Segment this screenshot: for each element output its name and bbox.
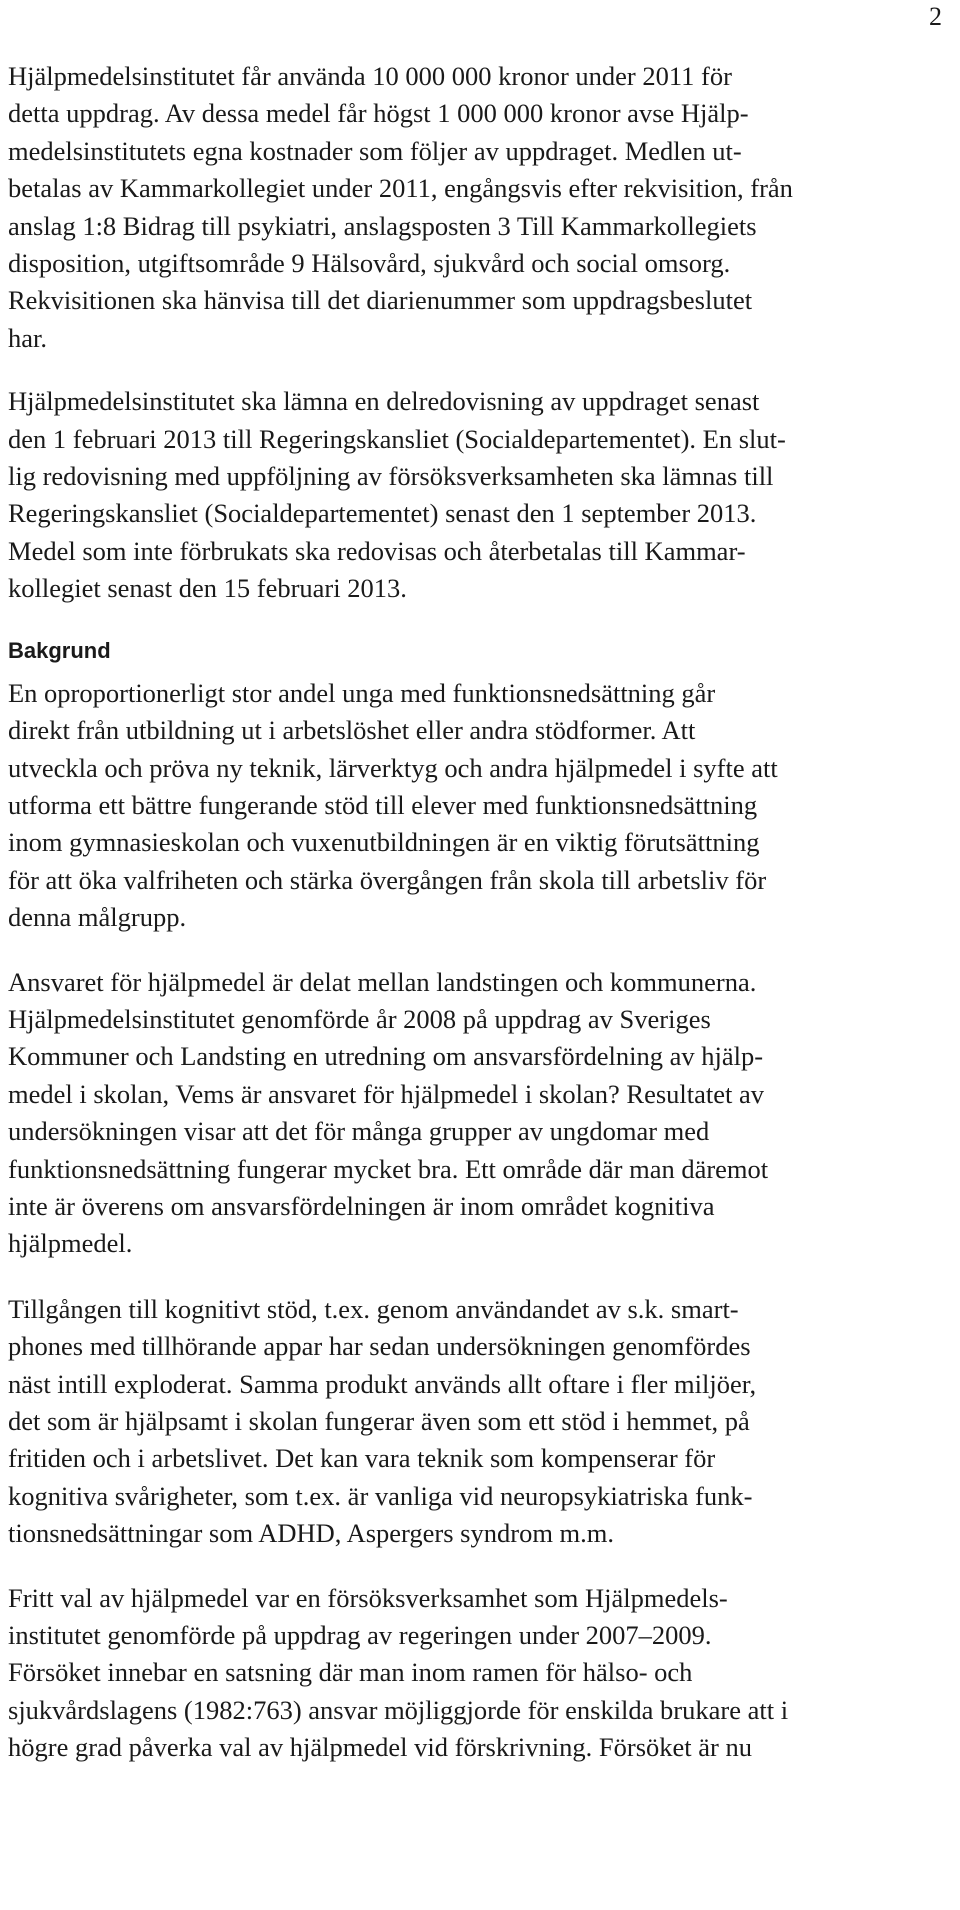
text-line: Fritt val av hjälpmedel var en försöksverksamhet som Hjälpmedels- (8, 1582, 728, 1613)
text-line: för att öka valfriheten och stärka övergången från skola till arbetsliv för (8, 864, 767, 895)
paragraph-cognitive-support (8, 1291, 948, 1553)
text-line: anslag 1:8 Bidrag till psykiatri, anslagsposten 3 Till Kammarkollegiets (8, 210, 757, 241)
document-body (8, 58, 948, 1767)
text-line: Hjälpmedelsinstitutet får använda 10 000 000 kronor under 2011 för (8, 61, 732, 91)
text-line: fritiden och i arbetslivet. Det kan vara teknik som kompenserar för (8, 1443, 716, 1474)
text-line: inom gymnasieskolan och vuxenutbildningen är en viktig förutsättning (8, 827, 760, 858)
section-heading: Bakgrund (8, 637, 111, 663)
text-line: betalas av Kammarkollegiet under 2011, engångsvis efter rekvisition, från (8, 173, 793, 204)
text-line: medel i skolan, Vems är ansvaret för hjälpmedel i skolan? Resultatet av (8, 1078, 765, 1109)
text-line: medelsinstitutets egna kostnader som följer av uppdraget. Medlen ut- (8, 135, 742, 166)
text-line: hjälpmedel. (8, 1228, 133, 1259)
text-line: den 1 februari 2013 till Regeringskansliet (Socialdepartementet). En slut- (8, 423, 786, 454)
text-line: näst intill exploderat. Samma produkt används allt oftare i fler miljöer, (8, 1368, 757, 1399)
text-line: kollegiet senast den 15 februari 2013. (8, 573, 407, 604)
text-line: utforma ett bättre fungerande stöd till elever med funktionsnedsättning (8, 789, 758, 820)
text-line: Hjälpmedelsinstitutet ska lämna en delredovisning av uppdraget senast (8, 386, 760, 417)
paragraph-reporting (8, 383, 948, 607)
text-line: undersökningen visar att det för många grupper av ungdomar med (8, 1116, 710, 1147)
text-line: En oproportionerligt stor andel unga med funktionsnedsättning går (8, 677, 716, 708)
text-line: har. (8, 322, 47, 353)
text-line: Rekvisitionen ska hänvisa till det diarienummer som uppdragsbeslutet (8, 285, 753, 316)
text-line: lig redovisning med uppföljning av försöksverksamheten ska lämnas till (8, 461, 774, 492)
paragraph-funding (8, 58, 948, 357)
text-line: Regeringskansliet (Socialdepartementet) senast den 1 september 2013. (8, 498, 757, 529)
text-line: disposition, utgiftsområde 9 Hälsovård, sjukvård och social omsorg. (8, 248, 731, 279)
text-line: kognitiva svårigheter, som t.ex. är vanliga vid neuropsykiatriska funk- (8, 1480, 753, 1511)
text-line: direkt från utbildning ut i arbetslöshet eller andra stödformer. Att (8, 715, 696, 746)
text-line: Ansvaret för hjälpmedel är delat mellan landstingen och kommunerna. (8, 966, 757, 997)
text-line: sjukvårdslagens (1982:763) ansvar möjliggjorde för enskilda brukare att i (8, 1694, 789, 1725)
text-line: institutet genomförde på uppdrag av regeringen under 2007–2009. (8, 1620, 712, 1651)
paragraph-responsibility (8, 964, 948, 1263)
page-number: 2 (929, 2, 942, 31)
text-line: denna målgrupp. (8, 902, 187, 933)
text-line: högre grad påverka val av hjälpmedel vid förskrivning. Försöket är nu (8, 1732, 752, 1763)
text-line: detta uppdrag. Av dessa medel får högst 1 000 000 kronor avse Hjälp- (8, 98, 749, 129)
text-line: phones med tillhörande appar har sedan undersökningen genomfördes (8, 1331, 751, 1362)
text-line: Hjälpmedelsinstitutet genomförde år 2008 på uppdrag av Sveriges (8, 1003, 711, 1034)
text-line: utveckla och pröva ny teknik, lärverktyg och andra hjälpmedel i syfte att (8, 752, 778, 783)
paragraph-free-choice (8, 1580, 948, 1767)
text-line: Tillgången till kognitivt stöd, t.ex. genom användandet av s.k. smart- (8, 1293, 739, 1324)
text-line: tionsnedsättningar som ADHD, Aspergers syndrom m.m. (8, 1518, 615, 1549)
text-line: funktionsnedsättning fungerar mycket bra. Ett område där man däremot (8, 1153, 769, 1184)
text-line: Kommuner och Landsting en utredning om ansvarsfördelning av hjälp- (8, 1041, 764, 1072)
text-line: inte är överens om ansvarsfördelningen är inom området kognitiva (8, 1190, 715, 1221)
text-line: Medel som inte förbrukats ska redovisas och återbetalas till Kammar- (8, 535, 746, 566)
text-line: Försöket innebar en satsning där man inom ramen för hälso- och (8, 1657, 693, 1688)
text-line: det som är hjälpsamt i skolan fungerar även som ett stöd i hemmet, på (8, 1406, 750, 1436)
paragraph-background (8, 675, 948, 937)
